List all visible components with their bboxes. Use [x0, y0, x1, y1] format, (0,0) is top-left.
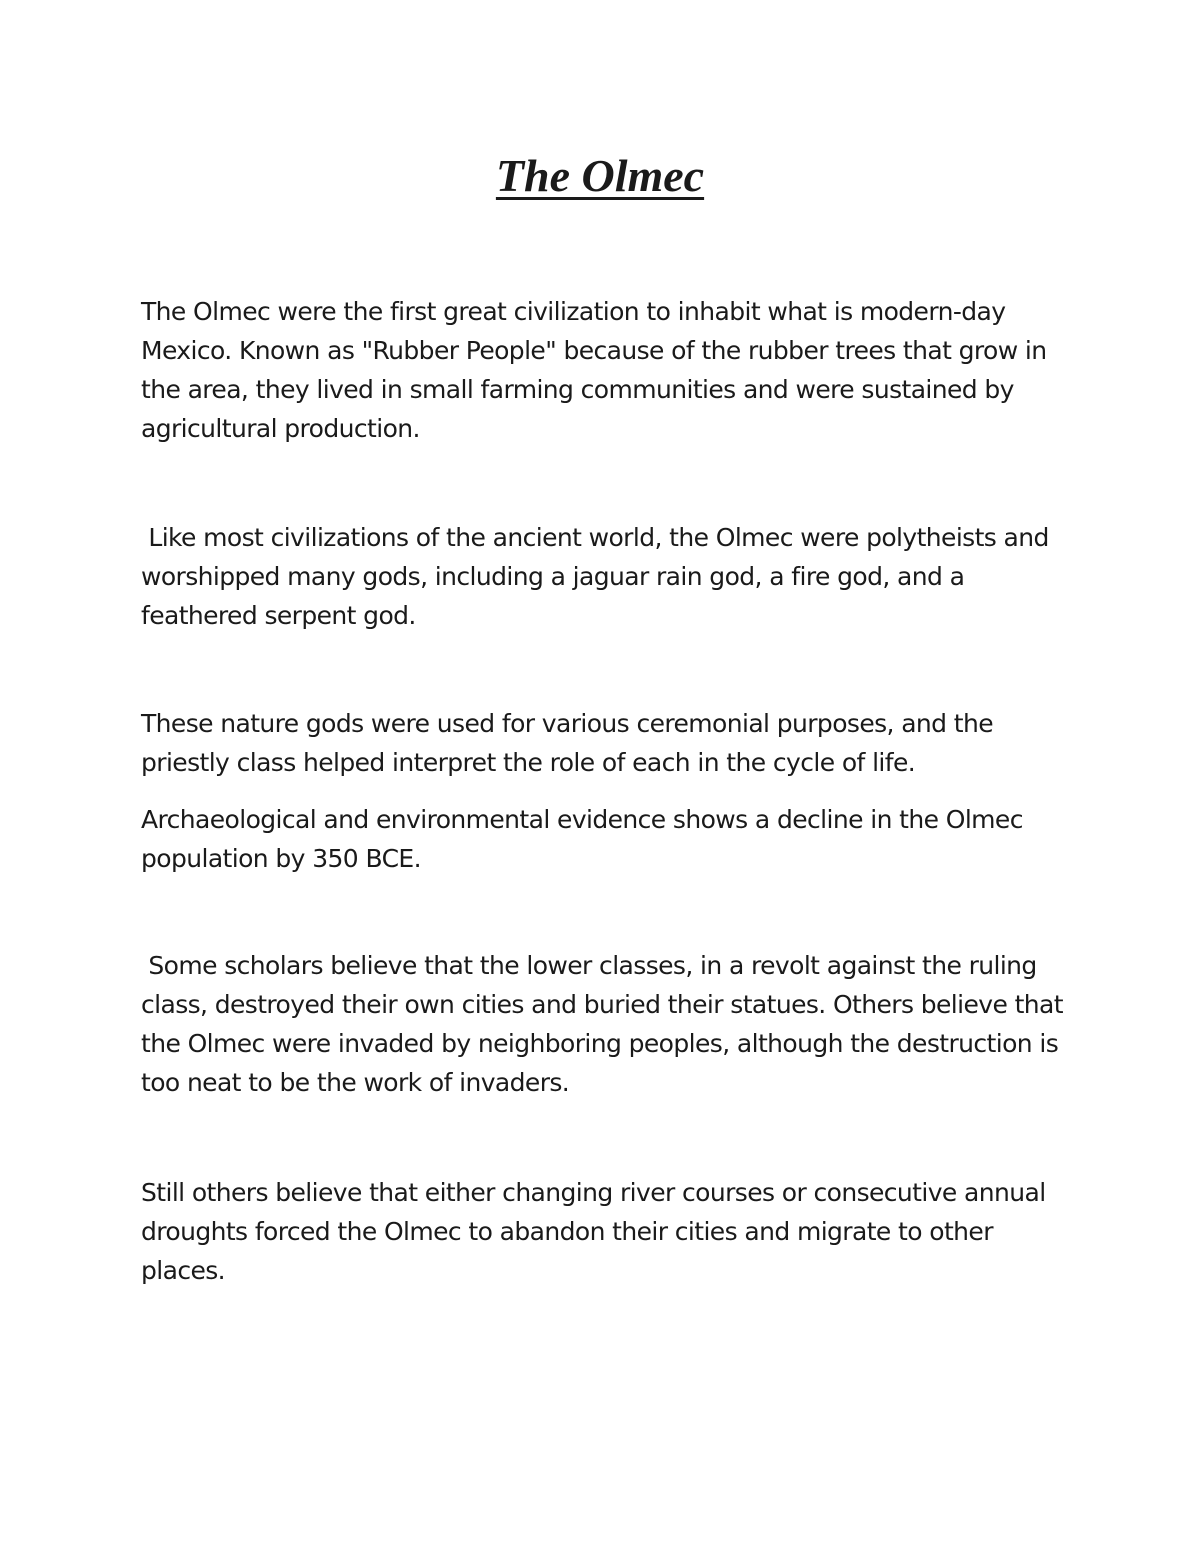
paragraph-decline: Archaeological and environmental evidence shows a decline in the Olmec population by 350 BCE.: [141, 805, 1031, 873]
paragraph-intro: The Olmec were the first great civilization to inhabit what is modern-day Mexico. Known as "Rubber People" because of the rubber trees that grow in the area, they lived in small farming communities and were sustained by agricultural production.: [141, 297, 1054, 443]
paragraph-theories: Some scholars believe that the lower classes, in a revolt against the ruling class, destroyed their own cities and buried their statues. Others believe that the Olmec were invaded by neighboring peoples, although the destruction is too neat to be the work of invaders.: [141, 951, 1071, 1097]
paragraph-ceremonies: These nature gods were used for various ceremonial purposes, and the priestly class helped interpret the role of each in the cycle of life.: [141, 709, 1001, 777]
paragraph-religion: Like most civilizations of the ancient world, the Olmec were polytheists and worshipped many gods, including a jaguar rain god, a fire god, and a feathered serpent god.: [141, 523, 1057, 630]
paragraph-migration: Still others believe that either changing river courses or consecutive annual droughts forced the Olmec to abandon their cities and migrate to other places.: [141, 1178, 1053, 1285]
document-title: The Olmec: [495, 150, 705, 201]
